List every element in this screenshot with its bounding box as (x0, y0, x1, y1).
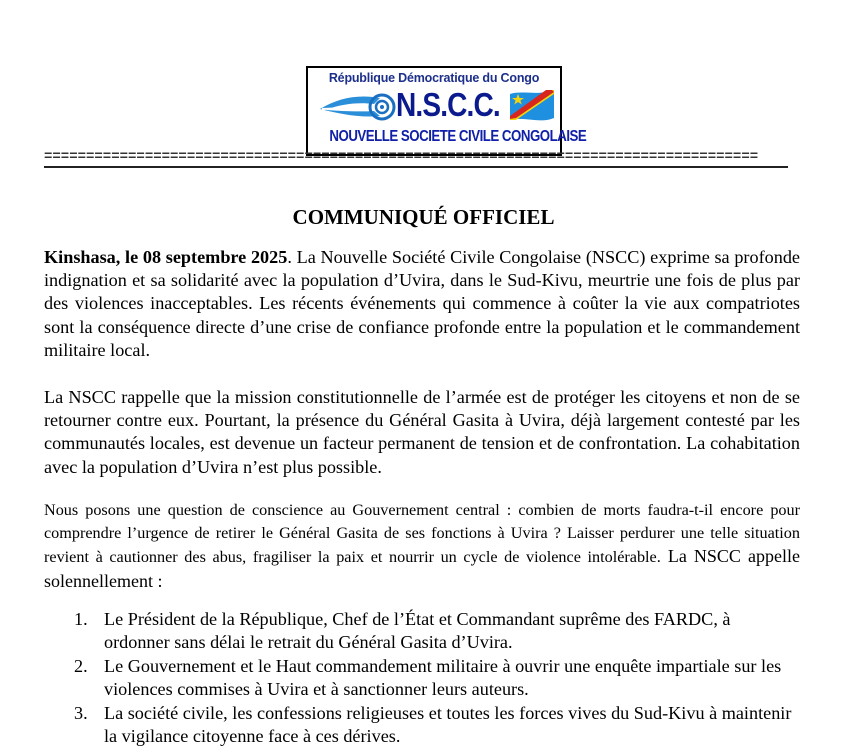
demand-text: La société civile, les confessions religieuses et toutes les forces vives du Sud-Kivu à maintenir la vigilance citoyenne face à ces dérives. (104, 702, 792, 747)
demand-text: Le Président de la République, Chef de l’État et Commandant suprême des FARDC, à ordonner sans délai le retrait du Général Gasita d’Uvira. (104, 609, 731, 653)
demand-number: 2. (74, 655, 88, 676)
header-separator: ===================================================================================== (44, 152, 759, 162)
paragraph-question-tail: La NSCC appelle solennellement : (44, 546, 800, 591)
demand-item (74, 655, 794, 702)
demand-number: 3. (74, 702, 88, 723)
logo-full-name: NOUVELLE SOCIETE CIVILE CONGOLAISE (329, 128, 587, 145)
paragraph-question-text: Nous posons une question de conscience au Gouvernement central : combien de morts faudra-t-il encore pour comprendre l’urgence de retirer le Général Gasita de ses fonctions à Uvira ? Laisser perdurer une telle situation revient à cautionner des abus, fragiliser la paix et nourrir un cycle de violence intolérable. (44, 501, 800, 567)
drc-flag-icon (508, 88, 556, 124)
paragraph-intro (44, 246, 800, 362)
logo-country-name: République Démocratique du Congo (328, 71, 540, 85)
logo-emblem-row (318, 88, 554, 126)
demand-number: 1. (74, 609, 88, 629)
eye-arrow-emblem-icon (318, 92, 398, 122)
nscc-logo (306, 66, 587, 156)
paragraph-mission: La NSCC rappelle que la mission constitutionnelle de l’armée est de protéger les citoyens et non de se retourner contre eux. Pourtant, la présence du Général Gasita à Uvira, déjà largement contesté par les communautés locales, est devenue un facteur permanent de tension et de confrontation. La cohabitation avec la population d’Uvira n’est plus possible. (44, 387, 800, 477)
logo-acronym: N.S.C.C. (396, 86, 500, 123)
demands-list (74, 608, 794, 748)
dateline: Kinshasa, le 08 septembre 2025 (44, 247, 288, 267)
demand-item (74, 608, 794, 655)
demand-text: Le Gouvernement et le Haut commandement militaire à ouvrir une enquête impartiale sur les violences commises à Uvira et à sanctionner leurs auteurs. (104, 655, 782, 700)
header-rule (44, 166, 788, 168)
paragraph-intro-text: . La Nouvelle Société Civile Congolaise (NSCC) exprime sa profonde indignation et sa solidarité avec la population d’Uvira, dans le Sud-Kivu, meurtrie une fois de plus par des violences inacceptables. Les récents événements qui commence à coûter la vie aux compatriotes sont la conséquence directe d’une crise de confiance profonde entre la population et le commandement militaire local. (44, 247, 800, 360)
demand-item (74, 702, 794, 749)
document-title: COMMUNIQUÉ OFFICIEL (292, 205, 555, 229)
paragraph-question (44, 499, 800, 594)
